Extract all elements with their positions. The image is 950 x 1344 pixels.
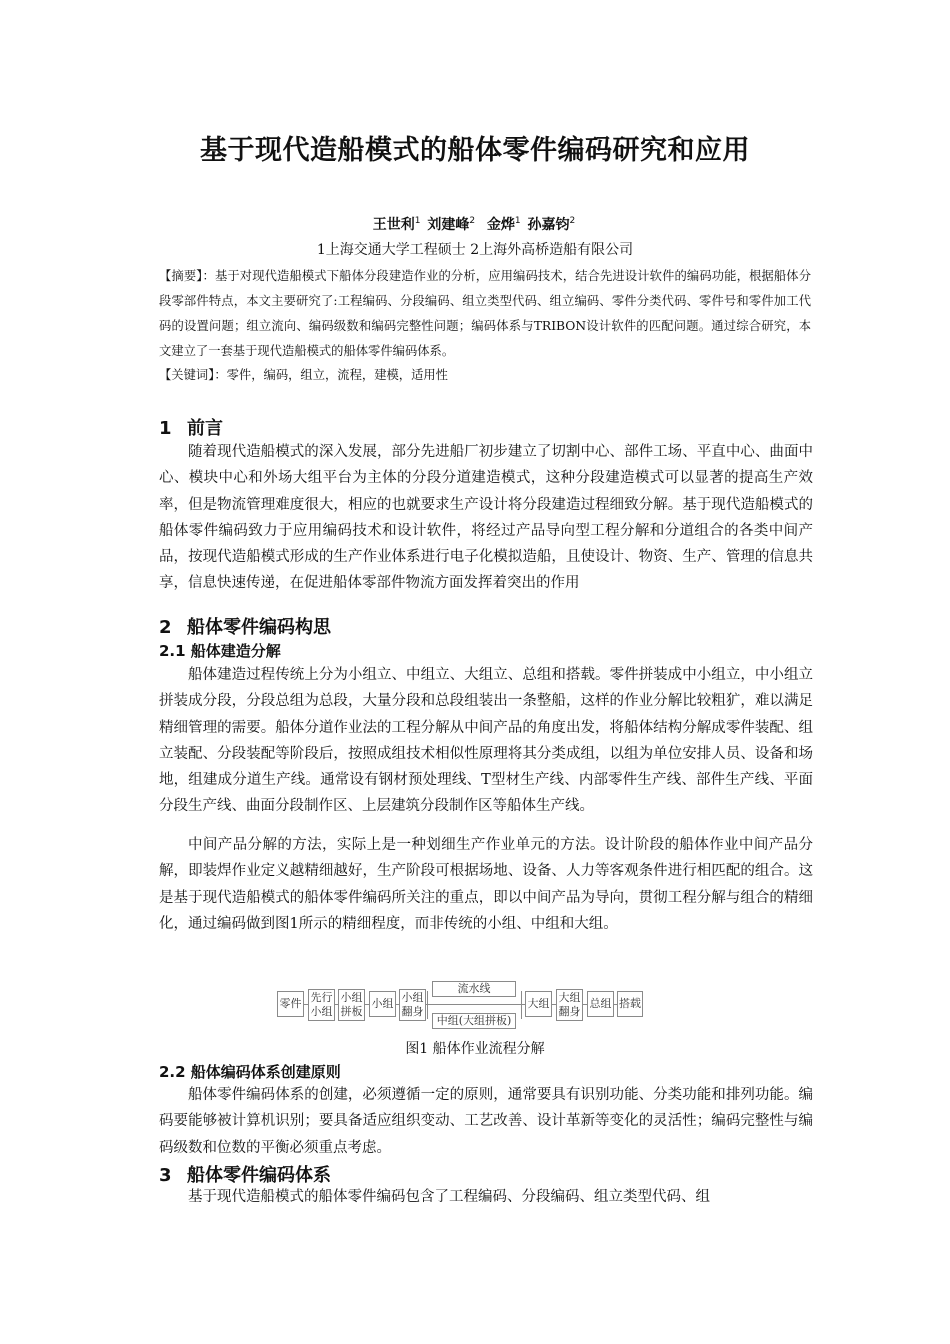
- paragraph-intermediate-products: 中间产品分解的方法，实际上是一种划细生产作业单元的方法。设计阶段的船体作业中间产品分解，即装焊作业定义越精细越好，生产阶段可根据场地、设备、人力等客观条件进行相匹配的组合。这是基于现代造船模式的船体零件编码所关注的重点，即以中间产品为导向，贯彻工程分解与组合的精细化，通过编码做到图1所示的精细程度，而非传统的小组、中组和大组。: [159, 837, 813, 932]
- section-number: 3: [159, 1165, 172, 1186]
- flow-node-large-assembly-turnover: [556, 989, 583, 1021]
- author-affiliation-mark: 1: [414, 216, 421, 227]
- subsection-heading-2-2: 2.2 船体编码体系创建原则: [159, 1063, 341, 1081]
- flow-node-erection: 搭载: [617, 991, 643, 1017]
- author-affiliation-mark: 2: [569, 216, 576, 227]
- paragraph-hull-decomposition: 船体建造过程传统上分为小组立、中组立、大组立、总组和搭载。零件拼装成中小组立，中小组立拼装成分段，分段总组为总段，大量分段和总段组装出一条整船，这样的作业分解比较粗犷，难以满足精细管理的需要。船体分道作业法的工程分解从中间产品的角度出发，将船体结构分解成零件装配、组立装配、分段装配等阶段后，按照成组技术相似性原理将其分类成组，以组为单位安排人员、设备和场地，组建成分道生产线。通常设有钢材预处理线、T型材生产线、内部零件生产线、部件生产线、平面分段生产线、曲面分段制作区、上层建筑分段制作区等船体生产线。: [159, 667, 813, 815]
- flow-node-subassembly: 小组: [369, 991, 396, 1017]
- flow-node-line: 小组: [340, 991, 363, 1004]
- flow-node-subassembly-panel: [338, 989, 365, 1021]
- flow-node-large-assembly: 大组: [525, 991, 552, 1017]
- flow-node-medium-assembly: 中组(大组拼板): [432, 1013, 516, 1029]
- abstract: 【摘要】：基于对现代造船模式下船体分段建造作业的分析，应用编码技术，结合先进设计软件的编码功能，根据船体分段零部件特点，本文主要研究了:工程编码、分段编码、组立类型代码、组立编码、零件分类代码、零件号和零件加工代码的设置问题；组立流向、编码级数和编码完整性问题；编码体系与TRIBON设计软件的匹配问题。通过综合研究，本文建立了一套基于现代造船模式的船体零件编码体系。: [159, 269, 811, 358]
- paragraph-coding-principles: 船体零件编码体系的创建，必须遵循一定的原则，通常要具有识别功能、分类功能和排列功能。编码要能够被计算机识别；要具备适应组织变动、工艺改善、设计革新等变化的灵活性；编码完整性与编码级数和位数的平衡必须重点考虑。: [159, 1087, 813, 1156]
- author-list: [0, 214, 950, 234]
- section-title: 船体零件编码构思: [187, 617, 331, 638]
- author-name: 刘建峰: [427, 217, 470, 233]
- flow-node-line: 大组: [558, 991, 581, 1004]
- flow-node-subassembly-turnover: [399, 989, 426, 1021]
- flow-node-part: 零件: [277, 991, 304, 1017]
- figure-caption: 图1 船体作业流程分解: [405, 1041, 545, 1057]
- flow-branch-left: [427, 991, 428, 1019]
- author-affiliation-mark: 2: [469, 216, 476, 227]
- keywords: 【关键词】：零件，编码，组立，流程，建模，适用性: [159, 368, 448, 382]
- subsection-heading-2-1: 2.1 船体建造分解: [159, 642, 281, 660]
- author-name: 王世利: [372, 217, 415, 233]
- flow-node-line: 小组: [401, 991, 424, 1004]
- section-title: 前言: [187, 418, 223, 439]
- author-affiliation-mark: 1: [514, 216, 521, 227]
- flow-node-line: 翻身: [558, 1005, 581, 1018]
- author-name: 孙嘉钧: [527, 217, 570, 233]
- section-heading-1: [159, 414, 223, 440]
- figure-flow-diagram: [277, 979, 643, 1031]
- flow-node-line: 翻身: [401, 1005, 424, 1018]
- flow-node-grand-assembly: 总组: [587, 991, 614, 1017]
- paragraph-coding-system: 基于现代造船模式的船体零件编码包含了工程编码、分段编码、组立类型代码、组: [188, 1189, 710, 1205]
- section-number: 1: [159, 418, 172, 439]
- author-name: 金烨: [486, 217, 515, 233]
- flow-node-line: 先行: [310, 991, 333, 1004]
- paper-title: 基于现代造船模式的船体零件编码研究和应用: [200, 135, 750, 166]
- paragraph-intro: 随着现代造船模式的深入发展，部分先进船厂初步建立了切割中心、部件工场、平直中心、曲面中心、模块中心和外场大组平台为主体的分段分道建造模式，这种分段建造模式可以显著的提高生产效率，但是物流管理难度很大，相应的也就要求生产设计将分段建造过程细致分解。基于现代造船模式的船体零件编码致力于应用编码技术和设计软件，将经过产品导向型工程分解和分道组合的各类中间产品，按现代造船模式形成的生产作业体系进行电子化模拟造船，且使设计、物资、生产、管理的信息共享，信息快速传递，在促进船体零部件物流方面发挥着突出的作用: [159, 444, 813, 592]
- section-heading-2: [159, 613, 331, 639]
- flow-node-line: 拼板: [340, 1005, 363, 1018]
- flow-node-line: 小组: [310, 1005, 333, 1018]
- flow-node-pre-subassembly: [308, 989, 335, 1021]
- section-title: 船体零件编码体系: [187, 1165, 331, 1186]
- flow-node-assembly-line: 流水线: [432, 981, 516, 997]
- section-number: 2: [159, 617, 172, 638]
- affiliations: 1上海交通大学工程硕士 2上海外高桥造船有限公司: [316, 242, 634, 258]
- flow-branch-right: [521, 991, 522, 1019]
